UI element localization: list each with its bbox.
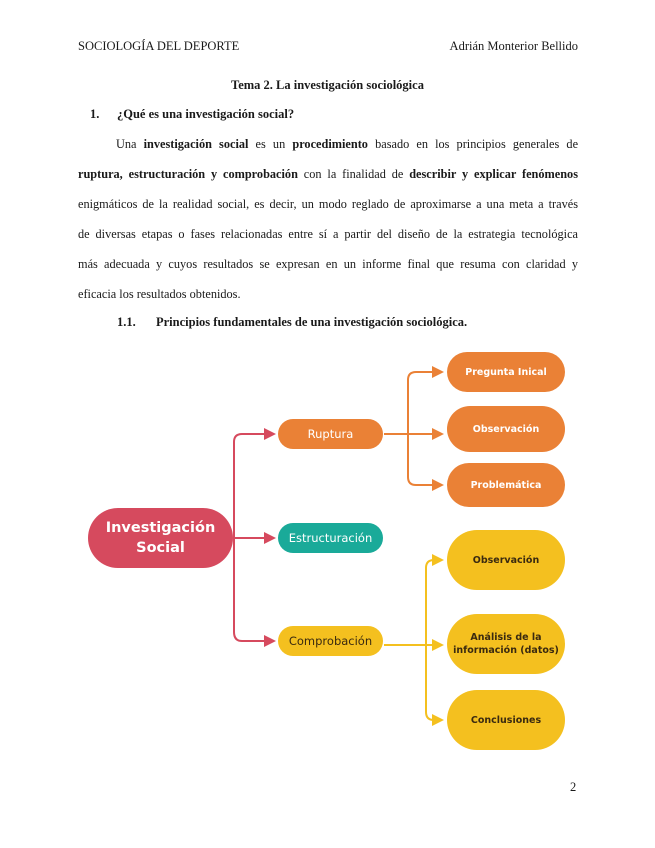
term-investigacion-social: investigación social	[143, 137, 249, 151]
paragraph-line-1: Una investigación social es un procedimiento basado en los principios generales de	[116, 137, 579, 151]
ruptura-branches	[384, 372, 442, 485]
section-1-heading: ¿Qué es una investigación social?	[117, 107, 295, 121]
node-analisis-informacion: Análisis de la información (datos)	[447, 614, 565, 674]
comprobacion-branches	[384, 560, 442, 720]
node-conclusiones: Conclusiones	[447, 690, 565, 750]
page-title: Tema 2. La investigación sociológica	[231, 78, 424, 92]
node-investigacion-social: Investigación Social	[88, 508, 233, 568]
page-number: 2	[570, 780, 577, 794]
paragraph-line-3: enigmáticos de la realidad social, es decir, un modo reglado de aproximarse a una meta a través	[78, 197, 578, 211]
paragraph-line-5: más adecuada y cuyos resultados se expresan en un informe final que resuma con claridad y	[78, 257, 578, 271]
section-1-1-heading: Principios fundamentales de una investigación sociológica.	[156, 315, 468, 329]
node-pregunta-inicial: Pregunta Inical	[447, 352, 565, 392]
node-ruptura: Ruptura	[278, 419, 383, 449]
node-observacion-ruptura: Observación	[447, 406, 565, 452]
paragraph-line-2: ruptura, estructuración y comprobación con la finalidad de describir y explicar fenómenos	[78, 167, 578, 181]
paragraph-line-6: eficacia los resultados obtenidos.	[78, 287, 241, 301]
section-1-number: 1.	[90, 107, 100, 121]
term-describir-explicar: describir y explicar fenómenos	[409, 167, 578, 181]
node-observacion-comprobacion: Observación	[447, 530, 565, 590]
paragraph-line-4: de diversas etapas o fases relacionadas entre sí a partir del diseño de la estrategia tecnológica	[78, 227, 578, 241]
running-header-title: SOCIOLOGÍA DEL DEPORTE	[78, 39, 240, 53]
root-branches	[233, 434, 274, 641]
node-problematica: Problemática	[447, 463, 565, 507]
running-header-author: Adrián Monterior Bellido	[449, 39, 578, 53]
term-principles: ruptura, estructuración y comprobación	[78, 167, 298, 181]
section-1-1-number: 1.1.	[117, 315, 136, 329]
node-comprobacion: Comprobación	[278, 626, 383, 656]
term-procedimiento: procedimiento	[292, 137, 368, 151]
node-estructuracion: Estructuración	[278, 523, 383, 553]
